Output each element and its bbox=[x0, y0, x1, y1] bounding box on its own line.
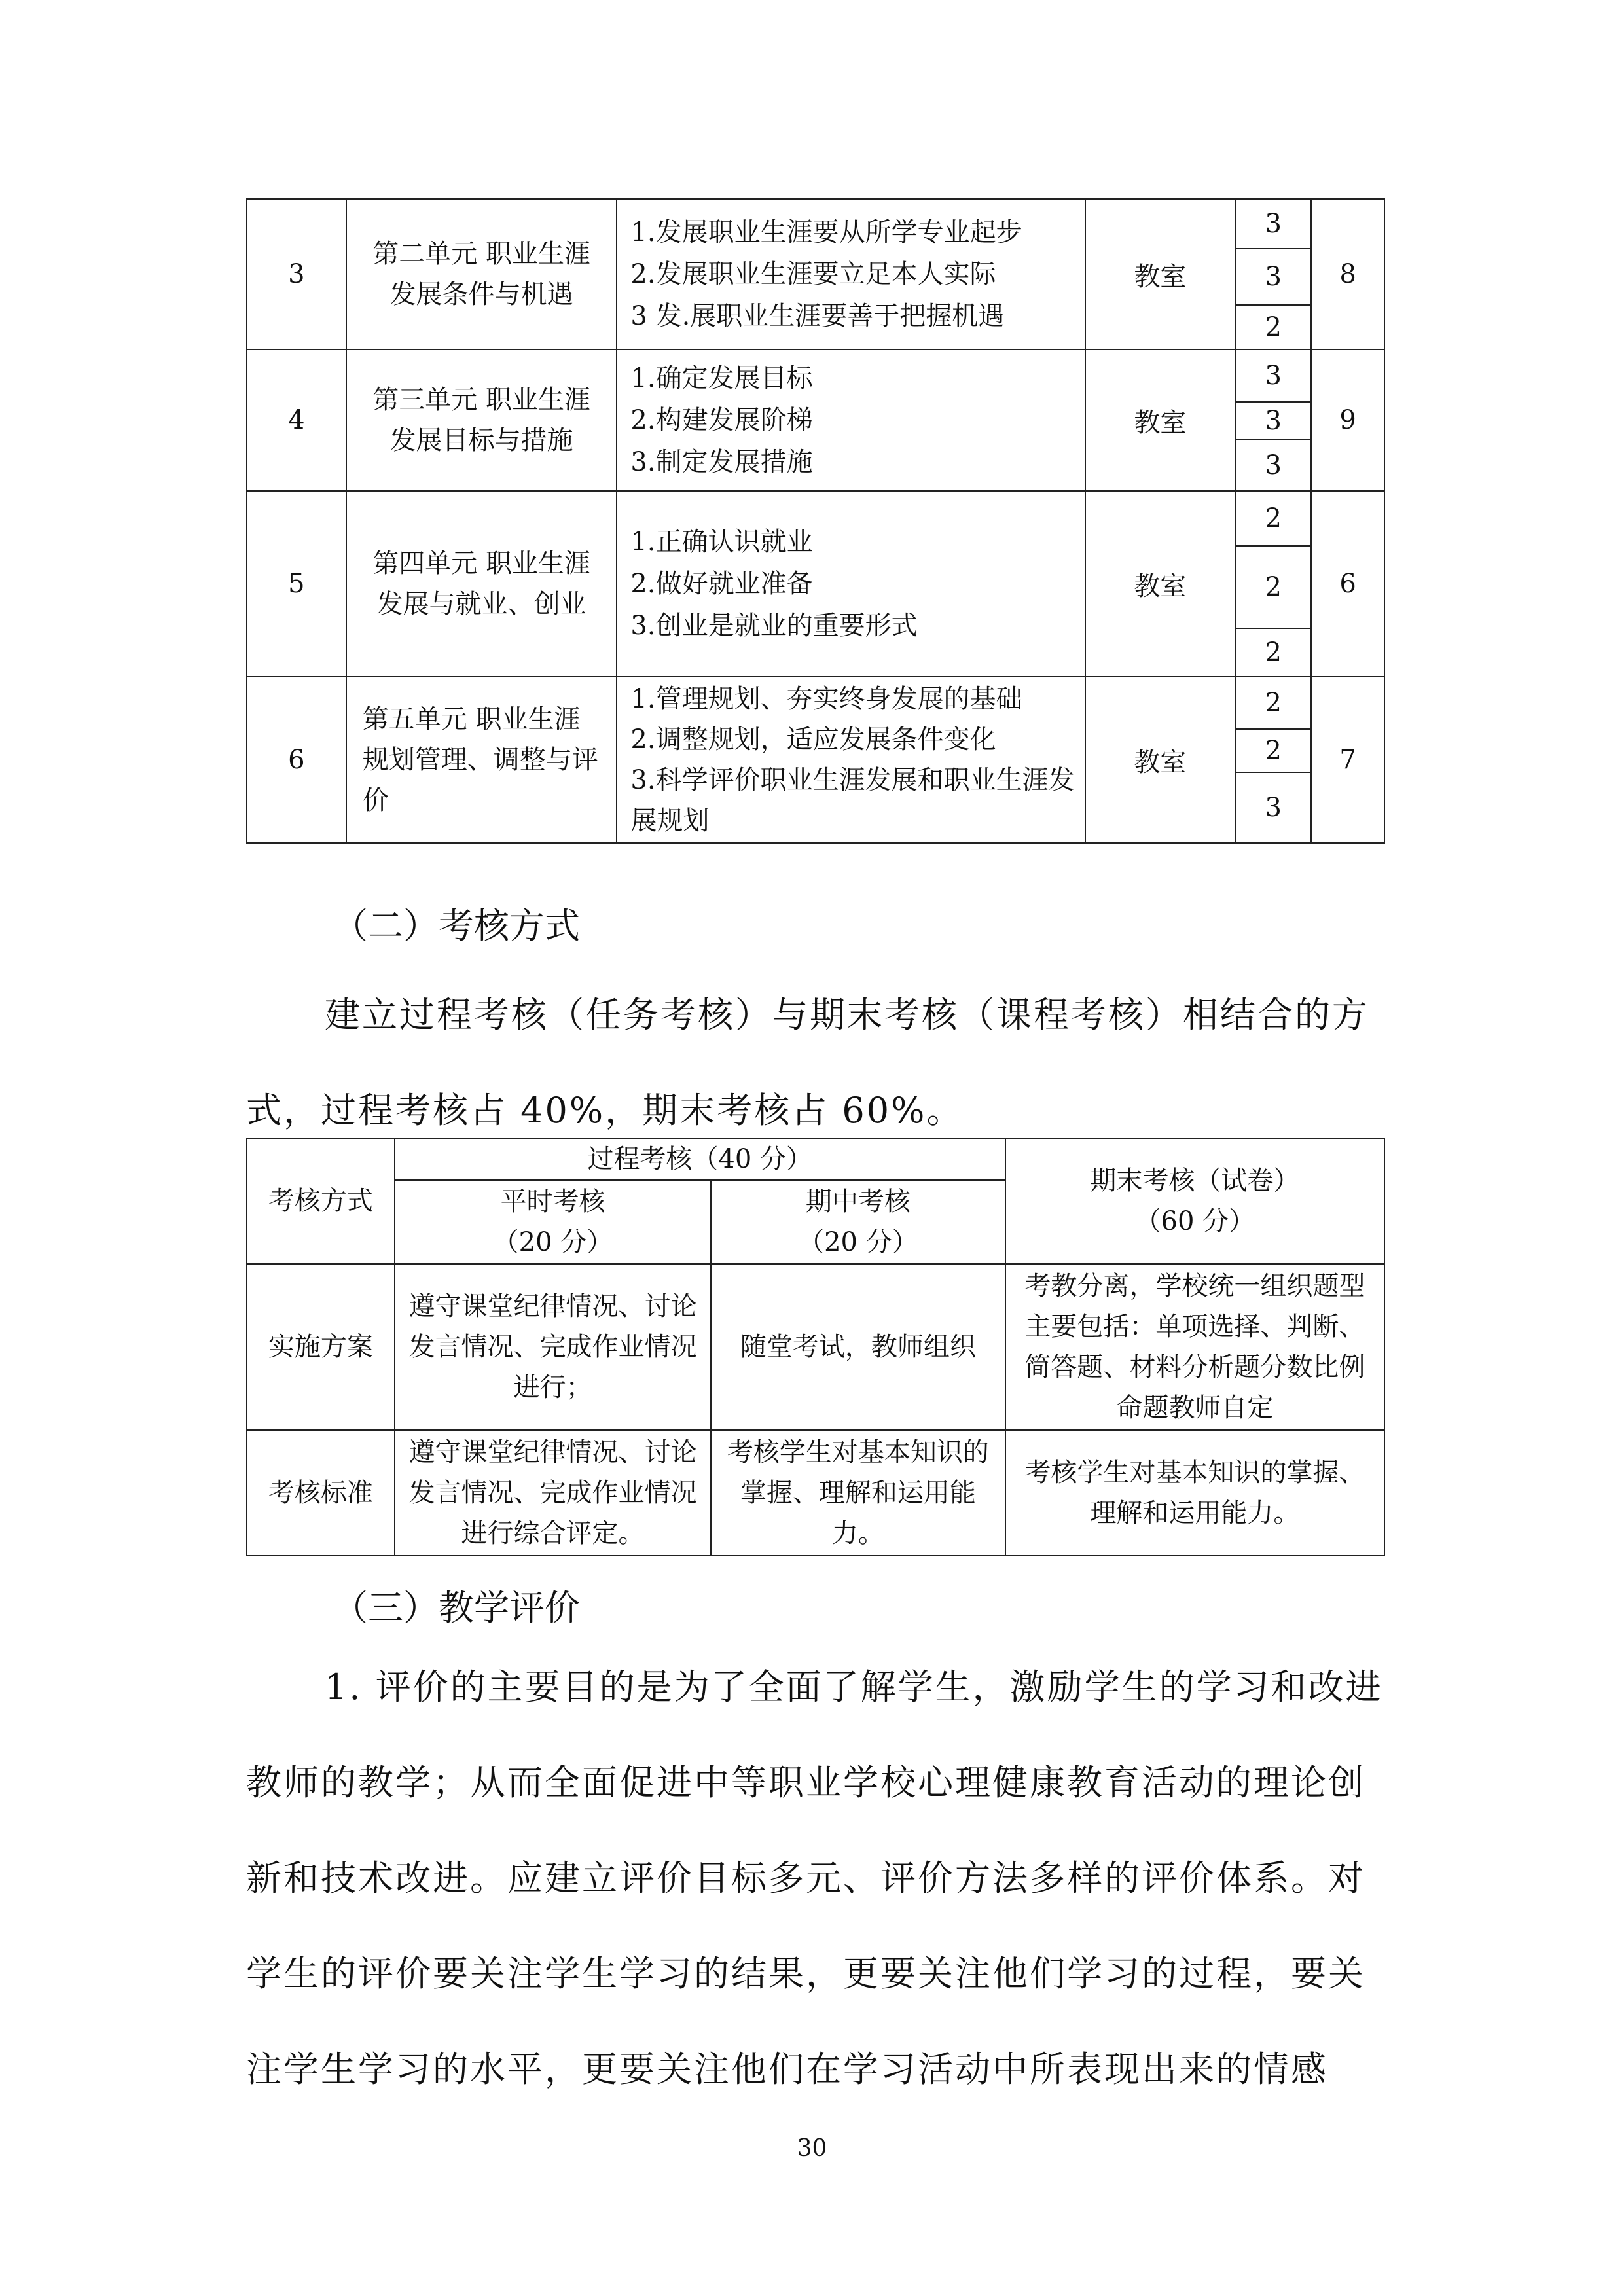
hours-cell: 2 bbox=[1235, 491, 1311, 546]
hours-cell: 2 bbox=[1235, 729, 1311, 772]
location: 教室 bbox=[1085, 350, 1236, 491]
table-row bbox=[247, 1430, 1384, 1556]
content-line: 2.发展职业生涯要立足本人实际 bbox=[630, 259, 996, 289]
unit-title: 第二单元 职业生涯发展条件与机遇 bbox=[346, 199, 617, 350]
hours-cell: 2 bbox=[1235, 305, 1311, 350]
course-schedule-table bbox=[246, 198, 1385, 844]
unit-content bbox=[617, 677, 1085, 843]
hours-cell: 2 bbox=[1235, 677, 1311, 729]
standard-regular-cell: 遵守课堂纪律情况、讨论发言情况、完成作业情况进行综合评定。 bbox=[395, 1430, 711, 1556]
content-line: 3.科学评价职业生涯发展和职业生涯发展规划 bbox=[630, 765, 1075, 836]
paragraph: 1. 评价的主要目的是为了全面了解学生，激励学生的学习和改进教师的教学；从而全面促进中等职业学校心理健康教育活动的理论创新和技术改进。应建立评价目标多元、评价方法多样的评价体系。对学生的评价要关注学生学习的结果，更要关注他们学习的过程，要关注学生学习的水平，更要关注他们在学习活动中所表现出来的情感 bbox=[246, 1666, 1383, 2090]
table-row bbox=[247, 199, 1384, 249]
unit-title: 第三单元 职业生涯发展目标与措施 bbox=[346, 350, 617, 491]
total-hours: 9 bbox=[1311, 350, 1384, 491]
row-number: 5 bbox=[247, 491, 346, 677]
table-row bbox=[247, 677, 1384, 729]
final-score: （60 分） bbox=[1134, 1206, 1255, 1236]
standard-midterm-cell: 考核学生对基本知识的掌握、理解和运用能力。 bbox=[711, 1430, 1005, 1556]
total-hours: 6 bbox=[1311, 491, 1384, 677]
hours-cell: 3 bbox=[1235, 199, 1311, 249]
unit-content bbox=[617, 350, 1085, 491]
assessment-method-paragraph bbox=[246, 967, 1385, 1158]
content-line: 1.正确认识就业 bbox=[630, 527, 813, 557]
location: 教室 bbox=[1085, 199, 1236, 350]
table-row bbox=[247, 491, 1384, 546]
hours-cell: 3 bbox=[1235, 249, 1311, 305]
hours-cell: 2 bbox=[1235, 546, 1311, 628]
midterm-header-label: 期中考核 bbox=[805, 1187, 911, 1217]
content-line: 3.创业是就业的重要形式 bbox=[630, 611, 918, 641]
hours-cell: 3 bbox=[1235, 772, 1311, 843]
table-row bbox=[247, 1264, 1384, 1430]
location: 教室 bbox=[1085, 491, 1236, 677]
final-header-label: 期末考核（试卷） bbox=[1090, 1166, 1300, 1196]
regular-header-label: 平时考核 bbox=[500, 1187, 605, 1217]
hours-cell: 2 bbox=[1235, 628, 1311, 677]
location: 教室 bbox=[1085, 677, 1236, 843]
page-number: 30 bbox=[797, 2135, 827, 2162]
content-line: 2.做好就业准备 bbox=[630, 569, 813, 599]
content-line: 3 发.展职业生涯要善于把握机遇 bbox=[630, 301, 1005, 331]
plan-midterm-cell: 随堂考试，教师组织 bbox=[711, 1264, 1005, 1430]
section-heading: （三）教学评价 bbox=[333, 1587, 580, 1628]
teaching-evaluation-paragraph bbox=[246, 1640, 1385, 2117]
hours-cell: 3 bbox=[1235, 440, 1311, 491]
row-number: 6 bbox=[247, 677, 346, 843]
process-assessment-header: 过程考核（40 分） bbox=[395, 1138, 1005, 1180]
section-heading: （二）考核方式 bbox=[333, 905, 580, 946]
content-line: 1.管理规划、夯实终身发展的基础 bbox=[630, 684, 1022, 714]
content-line: 2.调整规划，适应发展条件变化 bbox=[630, 725, 996, 755]
content-line: 1.确定发展目标 bbox=[630, 363, 813, 393]
unit-content bbox=[617, 491, 1085, 677]
row-label: 实施方案 bbox=[247, 1264, 395, 1430]
content-line: 1.发展职业生涯要从所学专业起步 bbox=[630, 217, 1022, 247]
unit-content bbox=[617, 199, 1085, 350]
total-hours: 7 bbox=[1311, 677, 1384, 843]
standard-final-cell: 考核学生对基本知识的掌握、理解和运用能力。 bbox=[1005, 1430, 1384, 1556]
content-line: 2.构建发展阶梯 bbox=[630, 405, 813, 435]
final-assessment-header bbox=[1005, 1138, 1384, 1264]
assessment-table bbox=[246, 1138, 1385, 1556]
table-row bbox=[247, 350, 1384, 402]
midterm-score: （20 分） bbox=[798, 1227, 918, 1257]
hours-cell: 3 bbox=[1235, 350, 1311, 402]
plan-final-cell: 考教分离，学校统一组织题型主要包括：单项选择、判断、简答题、材料分析题分数比例命题教师自定 bbox=[1005, 1264, 1384, 1430]
total-hours: 8 bbox=[1311, 199, 1384, 350]
unit-title: 第四单元 职业生涯发展与就业、创业 bbox=[346, 491, 617, 677]
regular-assessment-header bbox=[395, 1180, 711, 1264]
regular-score: （20 分） bbox=[492, 1227, 613, 1257]
midterm-assessment-header bbox=[711, 1180, 1005, 1264]
row-label: 考核标准 bbox=[247, 1430, 395, 1556]
unit-title: 第五单元 职业生涯规划管理、调整与评价 bbox=[346, 677, 617, 843]
hours-cell: 3 bbox=[1235, 402, 1311, 440]
corner-header: 考核方式 bbox=[247, 1138, 395, 1264]
paragraph: 建立过程考核（任务考核）与期末考核（课程考核）相结合的方式，过程考核占 40%，期末考核占 60%。 bbox=[246, 994, 1369, 1131]
plan-regular-cell: 遵守课堂纪律情况、讨论发言情况、完成作业情况进行； bbox=[395, 1264, 711, 1430]
row-number: 4 bbox=[247, 350, 346, 491]
row-number: 3 bbox=[247, 199, 346, 350]
content-line: 3.制定发展措施 bbox=[630, 447, 813, 477]
